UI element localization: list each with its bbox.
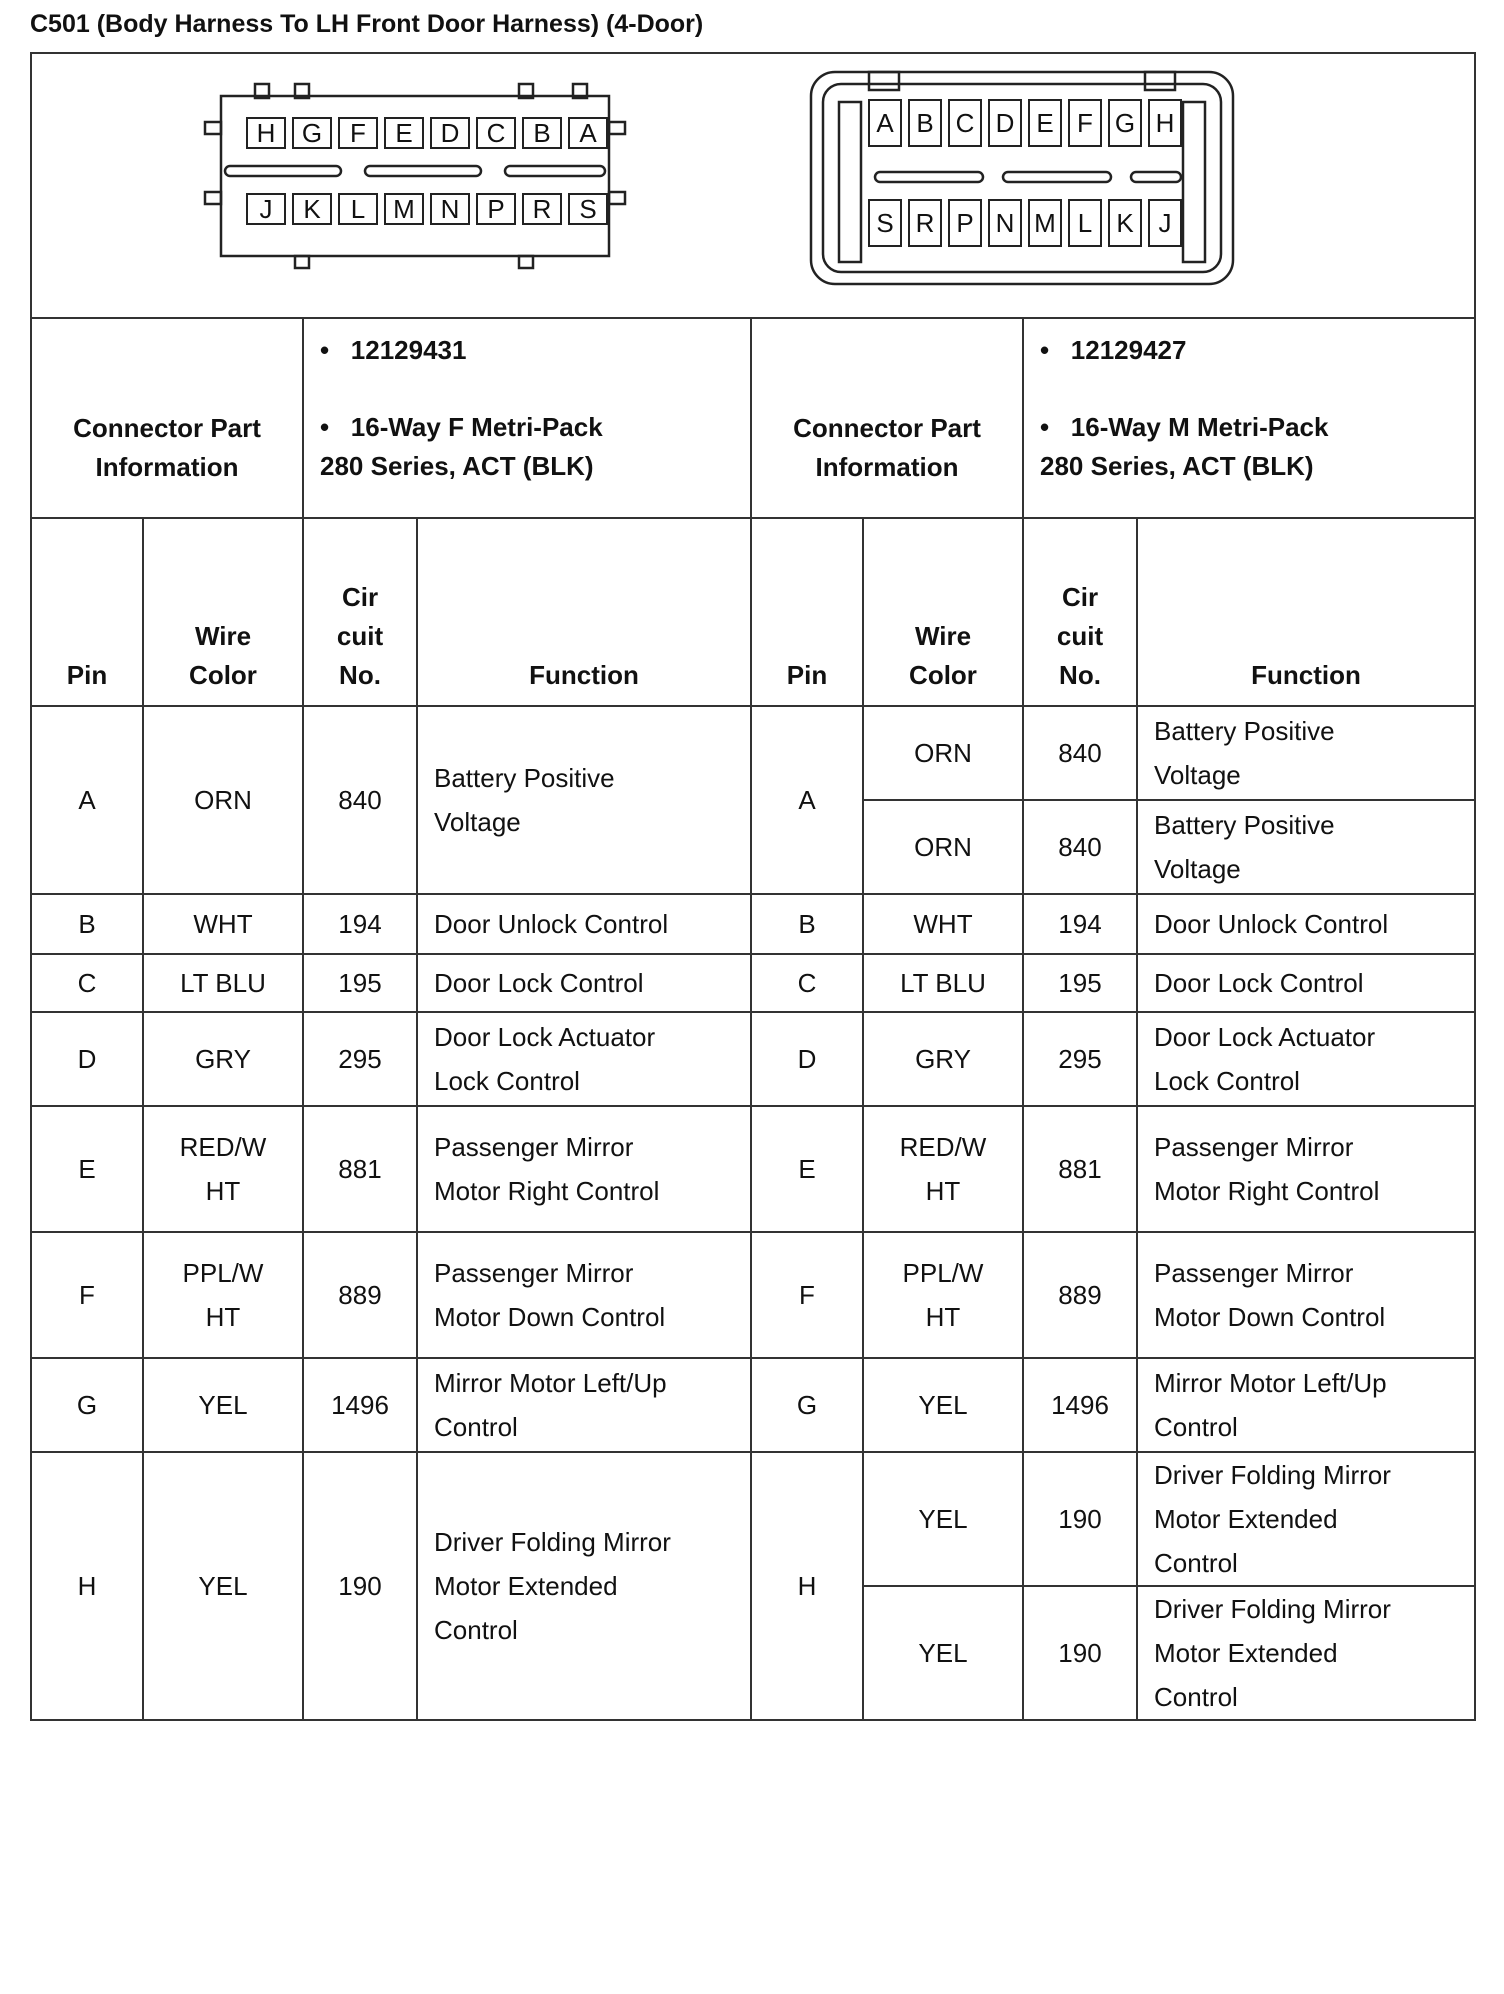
function-cell-text: Voltage [1154, 760, 1241, 790]
function-cell-text: Battery Positive [434, 763, 615, 793]
circuit-cell-text: 840 [338, 785, 382, 815]
pin-cell [751, 1452, 863, 1720]
part-info-label-line2: Information [815, 452, 959, 482]
header-circuit [1023, 518, 1137, 706]
header-color: Color [909, 660, 977, 690]
pin-cell [751, 1232, 863, 1358]
pin-cell [31, 706, 143, 894]
wire-color-cell-text: PPL/W [182, 1258, 264, 1288]
pin-cell-text: H [77, 1571, 97, 1601]
wire-color-cell [143, 1106, 303, 1232]
function-cell-text: Passenger Mirror [1154, 1132, 1354, 1162]
wire-color-cell [863, 1586, 1023, 1720]
circuit-cell [303, 1106, 417, 1232]
wire-color-cell-text: RED/W [179, 1132, 267, 1162]
bullet-icon: • [320, 412, 330, 442]
pin-label: E [395, 118, 413, 148]
function-cell-text: Passenger Mirror [1154, 1258, 1354, 1288]
table-row [31, 954, 1475, 1012]
wire-color-cell-text: LT BLU [180, 968, 266, 998]
circuit-cell [1023, 1358, 1137, 1452]
wire-color-cell-text: YEL [918, 1638, 968, 1668]
wire-color-cell-text: HT [925, 1302, 961, 1332]
circuit-cell [1023, 894, 1137, 954]
function-cell [1137, 1452, 1475, 1586]
female-connector-diagram [205, 84, 625, 268]
header-no: No. [1059, 660, 1101, 690]
pin-label: A [876, 108, 894, 138]
connector-diagram-cell [31, 53, 1475, 318]
function-cell-text: Driver Folding Mirror [1154, 1460, 1391, 1490]
table-row [31, 1106, 1475, 1232]
function-cell-text: Door Lock Control [1154, 968, 1364, 998]
part-description: 16-Way F Metri-Pack [350, 412, 603, 442]
wire-color-cell-text: HT [205, 1302, 241, 1332]
pin-label: R [532, 194, 552, 224]
function-cell [1137, 1358, 1475, 1452]
circuit-cell [1023, 1106, 1137, 1232]
part-info-label-line1: Connector Part [793, 413, 981, 443]
function-cell-text: Mirror Motor Left/Up [434, 1368, 667, 1398]
function-cell-text: Door Unlock Control [434, 909, 669, 939]
bullet-icon: • [1040, 335, 1050, 365]
part-description: 16-Way M Metri-Pack [1070, 412, 1329, 442]
circuit-cell-text: 194 [1058, 909, 1102, 939]
header-wire-color [143, 518, 303, 706]
pin-cell-text: F [79, 1280, 95, 1310]
pin-label: P [487, 194, 505, 224]
circuit-cell [1023, 706, 1137, 800]
circuit-cell [303, 1452, 417, 1720]
pin-label: K [303, 194, 321, 224]
header-cir: Cir [341, 582, 379, 612]
function-cell-text: Battery Positive [1154, 810, 1335, 840]
function-cell [417, 894, 751, 954]
page-title: C501 (Body Harness To LH Front Door Harness) (4-Door) [30, 10, 704, 38]
pin-label: J [259, 194, 273, 224]
wire-color-cell-text: HT [925, 1176, 961, 1206]
pin-label: N [995, 208, 1015, 238]
circuit-cell-text: 194 [338, 909, 382, 939]
pin-label: M [393, 194, 415, 224]
pin-label: L [1077, 208, 1093, 238]
function-cell-text: Motor Right Control [434, 1176, 660, 1206]
circuit-cell [303, 894, 417, 954]
pin-label: C [955, 108, 975, 138]
pin-cell-text: C [77, 968, 97, 998]
function-cell [417, 1106, 751, 1232]
function-cell [1137, 1232, 1475, 1358]
circuit-cell [303, 706, 417, 894]
pin-label: B [533, 118, 551, 148]
circuit-cell-text: 195 [338, 968, 382, 998]
header-wire: Wire [914, 621, 972, 651]
part-series: 280 Series, ACT (BLK) [320, 451, 594, 481]
pin-cell [31, 894, 143, 954]
function-cell-text: Battery Positive [1154, 716, 1335, 746]
header-function: Function [1137, 518, 1475, 706]
wire-color-cell-text: GRY [195, 1044, 251, 1074]
circuit-cell [303, 1232, 417, 1358]
function-cell-text: Control [1154, 1682, 1238, 1712]
circuit-cell [303, 1012, 417, 1106]
wire-color-cell-text: YEL [198, 1571, 248, 1601]
table-row [31, 1012, 1475, 1106]
table-row [31, 894, 1475, 954]
wire-color-cell [863, 706, 1023, 800]
pin-cell-text: B [78, 909, 96, 939]
function-cell [417, 1012, 751, 1106]
header-wire: Wire [194, 621, 252, 651]
pin-cell-text: A [78, 785, 96, 815]
wire-color-cell-text: PPL/W [902, 1258, 984, 1288]
function-cell-text: Door Lock Actuator [1154, 1022, 1376, 1052]
part-number: 12129427 [1070, 335, 1187, 365]
function-cell-text: Door Unlock Control [1154, 909, 1389, 939]
pin-cell-text: G [796, 1390, 818, 1420]
function-cell-text: Door Lock Actuator [434, 1022, 656, 1052]
pin-cell-text: C [797, 968, 817, 998]
wire-color-cell [143, 1012, 303, 1106]
function-cell [417, 954, 751, 1012]
function-cell-text: Motor Right Control [1154, 1176, 1380, 1206]
function-cell-text: Passenger Mirror [434, 1258, 634, 1288]
function-cell-text: Control [1154, 1412, 1238, 1442]
header-circuit [303, 518, 417, 706]
wire-color-cell-text: YEL [198, 1390, 248, 1420]
function-cell-text: Control [434, 1412, 518, 1442]
pin-cell [31, 1232, 143, 1358]
pin-label: L [350, 194, 366, 224]
wire-color-cell-text: LT BLU [900, 968, 986, 998]
wire-color-cell [143, 894, 303, 954]
wire-color-cell [143, 1232, 303, 1358]
male-connector-top-pins [869, 100, 1181, 146]
male-connector-bottom-pins [869, 200, 1181, 246]
circuit-cell-text: 295 [338, 1044, 382, 1074]
circuit-cell-text: 1496 [331, 1390, 389, 1420]
pin-label: J [1158, 208, 1172, 238]
wire-color-cell [143, 706, 303, 894]
pin-label: B [916, 108, 934, 138]
wire-color-cell [863, 1358, 1023, 1452]
pin-cell-text: A [798, 785, 816, 815]
function-cell-text: Passenger Mirror [434, 1132, 634, 1162]
wire-color-cell-text: YEL [918, 1390, 968, 1420]
wire-color-cell [863, 1012, 1023, 1106]
table-row [31, 1358, 1475, 1452]
pin-cell-text: D [77, 1044, 97, 1074]
wire-color-cell [863, 1232, 1023, 1358]
function-cell-text: Control [1154, 1548, 1238, 1578]
function-cell [417, 1358, 751, 1452]
function-cell [1137, 706, 1475, 800]
function-cell [1137, 1586, 1475, 1720]
header-cuit: cuit [1056, 621, 1104, 651]
bullet-icon: • [1040, 412, 1050, 442]
table-row [31, 706, 1475, 800]
pin-label: D [995, 108, 1015, 138]
circuit-cell [1023, 954, 1137, 1012]
wire-color-cell-text: ORN [914, 738, 972, 768]
function-cell [1137, 1012, 1475, 1106]
circuit-cell [1023, 1586, 1137, 1720]
function-cell-text: Driver Folding Mirror [434, 1527, 671, 1557]
pin-cell [31, 1012, 143, 1106]
function-cell-text: Lock Control [1154, 1066, 1300, 1096]
pin-cell-text: G [76, 1390, 98, 1420]
pin-label: C [486, 118, 506, 148]
wire-color-cell-text: HT [205, 1176, 241, 1206]
pin-label: K [1116, 208, 1134, 238]
pin-cell-text: E [78, 1154, 96, 1184]
circuit-cell-text: 190 [338, 1571, 382, 1601]
wire-color-cell-text: WHT [913, 909, 973, 939]
female-connector-bottom-pins [247, 194, 607, 224]
circuit-cell-text: 889 [1058, 1280, 1102, 1310]
pin-cell-text: D [797, 1044, 817, 1074]
connector-diagrams [33, 54, 1473, 304]
wire-color-cell [863, 1106, 1023, 1232]
pin-label: A [579, 118, 597, 148]
wire-color-cell-text: ORN [194, 785, 252, 815]
function-cell-text: Motor Down Control [434, 1302, 666, 1332]
function-cell-text: Motor Extended [1154, 1504, 1338, 1534]
header-no: No. [339, 660, 381, 690]
pin-cell-text: B [798, 909, 816, 939]
wire-color-cell-text: ORN [914, 832, 972, 862]
pin-label: H [1155, 108, 1175, 138]
pin-cell [751, 706, 863, 894]
circuit-cell-text: 881 [1058, 1154, 1102, 1184]
column-header-row [31, 518, 1475, 706]
function-cell [417, 1232, 751, 1358]
pinout-table [30, 52, 1476, 1721]
wire-color-cell-text: GRY [915, 1044, 971, 1074]
circuit-cell-text: 190 [1058, 1504, 1102, 1534]
circuit-cell [303, 1358, 417, 1452]
circuit-cell-text: 295 [1058, 1044, 1102, 1074]
pin-cell [31, 1452, 143, 1720]
circuit-cell [303, 954, 417, 1012]
pin-label: P [956, 208, 974, 238]
function-cell-text: Motor Extended [434, 1571, 618, 1601]
header-wire-color [863, 518, 1023, 706]
table-row [31, 1452, 1475, 1586]
circuit-cell-text: 190 [1058, 1638, 1102, 1668]
circuit-cell-text: 840 [1058, 738, 1102, 768]
circuit-cell-text: 840 [1058, 832, 1102, 862]
function-cell [1137, 954, 1475, 1012]
pin-label: F [1077, 108, 1093, 138]
right-part-info [1023, 318, 1475, 518]
left-part-info-label [31, 318, 303, 518]
function-cell [417, 706, 751, 894]
wire-color-cell [863, 894, 1023, 954]
wire-color-cell [863, 1452, 1023, 1586]
circuit-cell-text: 881 [338, 1154, 382, 1184]
table-row [31, 1232, 1475, 1358]
pin-cell [31, 1358, 143, 1452]
left-part-info [303, 318, 751, 518]
function-cell-text: Driver Folding Mirror [1154, 1594, 1391, 1624]
circuit-cell-text: 1496 [1051, 1390, 1109, 1420]
function-cell-text: Voltage [434, 807, 521, 837]
wire-color-cell [143, 1452, 303, 1720]
pin-cell [751, 1012, 863, 1106]
circuit-cell-text: 889 [338, 1280, 382, 1310]
pin-cell [751, 894, 863, 954]
circuit-cell [1023, 800, 1137, 894]
pin-cell [31, 954, 143, 1012]
function-cell [1137, 894, 1475, 954]
function-cell [417, 1452, 751, 1720]
pin-label: S [579, 194, 597, 224]
pin-label: G [1114, 108, 1136, 138]
function-cell [1137, 800, 1475, 894]
header-pin: Pin [751, 518, 863, 706]
circuit-cell [1023, 1012, 1137, 1106]
pin-label: M [1034, 208, 1056, 238]
part-number: 12129431 [350, 335, 467, 365]
function-cell-text: Mirror Motor Left/Up [1154, 1368, 1387, 1398]
pin-cell [751, 954, 863, 1012]
header-function: Function [417, 518, 751, 706]
pin-label: N [440, 194, 460, 224]
pin-label: F [350, 118, 366, 148]
wire-color-cell-text: RED/W [899, 1132, 987, 1162]
pin-label: R [915, 208, 935, 238]
pin-label: G [301, 118, 323, 148]
pin-cell-text: E [798, 1154, 816, 1184]
function-cell-text: Door Lock Control [434, 968, 644, 998]
function-cell [1137, 1106, 1475, 1232]
wire-color-cell-text: YEL [918, 1504, 968, 1534]
wire-color-cell [143, 954, 303, 1012]
header-pin: Pin [31, 518, 143, 706]
female-connector-top-pins [247, 118, 607, 148]
pin-cell [31, 1106, 143, 1232]
pin-label: D [440, 118, 460, 148]
wire-color-cell [143, 1358, 303, 1452]
pin-label: E [1036, 108, 1054, 138]
function-cell-text: Motor Down Control [1154, 1302, 1386, 1332]
wire-color-cell [863, 954, 1023, 1012]
bullet-icon: • [320, 335, 330, 365]
header-color: Color [189, 660, 257, 690]
part-info-label-line1: Connector Part [73, 413, 261, 443]
header-cuit: cuit [336, 621, 384, 651]
function-cell-text: Lock Control [434, 1066, 580, 1096]
wire-color-cell [863, 800, 1023, 894]
pin-cell [751, 1106, 863, 1232]
function-cell-text: Motor Extended [1154, 1638, 1338, 1668]
circuit-cell-text: 195 [1058, 968, 1102, 998]
header-cir: Cir [1061, 582, 1099, 612]
right-part-info-label [751, 318, 1023, 518]
circuit-cell [1023, 1232, 1137, 1358]
pin-label: S [876, 208, 894, 238]
part-series: 280 Series, ACT (BLK) [1040, 451, 1314, 481]
pin-cell [751, 1358, 863, 1452]
pin-label: H [256, 118, 276, 148]
part-info-label-line2: Information [95, 452, 239, 482]
pin-cell-text: H [797, 1571, 817, 1601]
function-cell-text: Voltage [1154, 854, 1241, 884]
pin-cell-text: F [799, 1280, 815, 1310]
wire-color-cell-text: WHT [193, 909, 253, 939]
circuit-cell [1023, 1452, 1137, 1586]
function-cell-text: Control [434, 1615, 518, 1645]
